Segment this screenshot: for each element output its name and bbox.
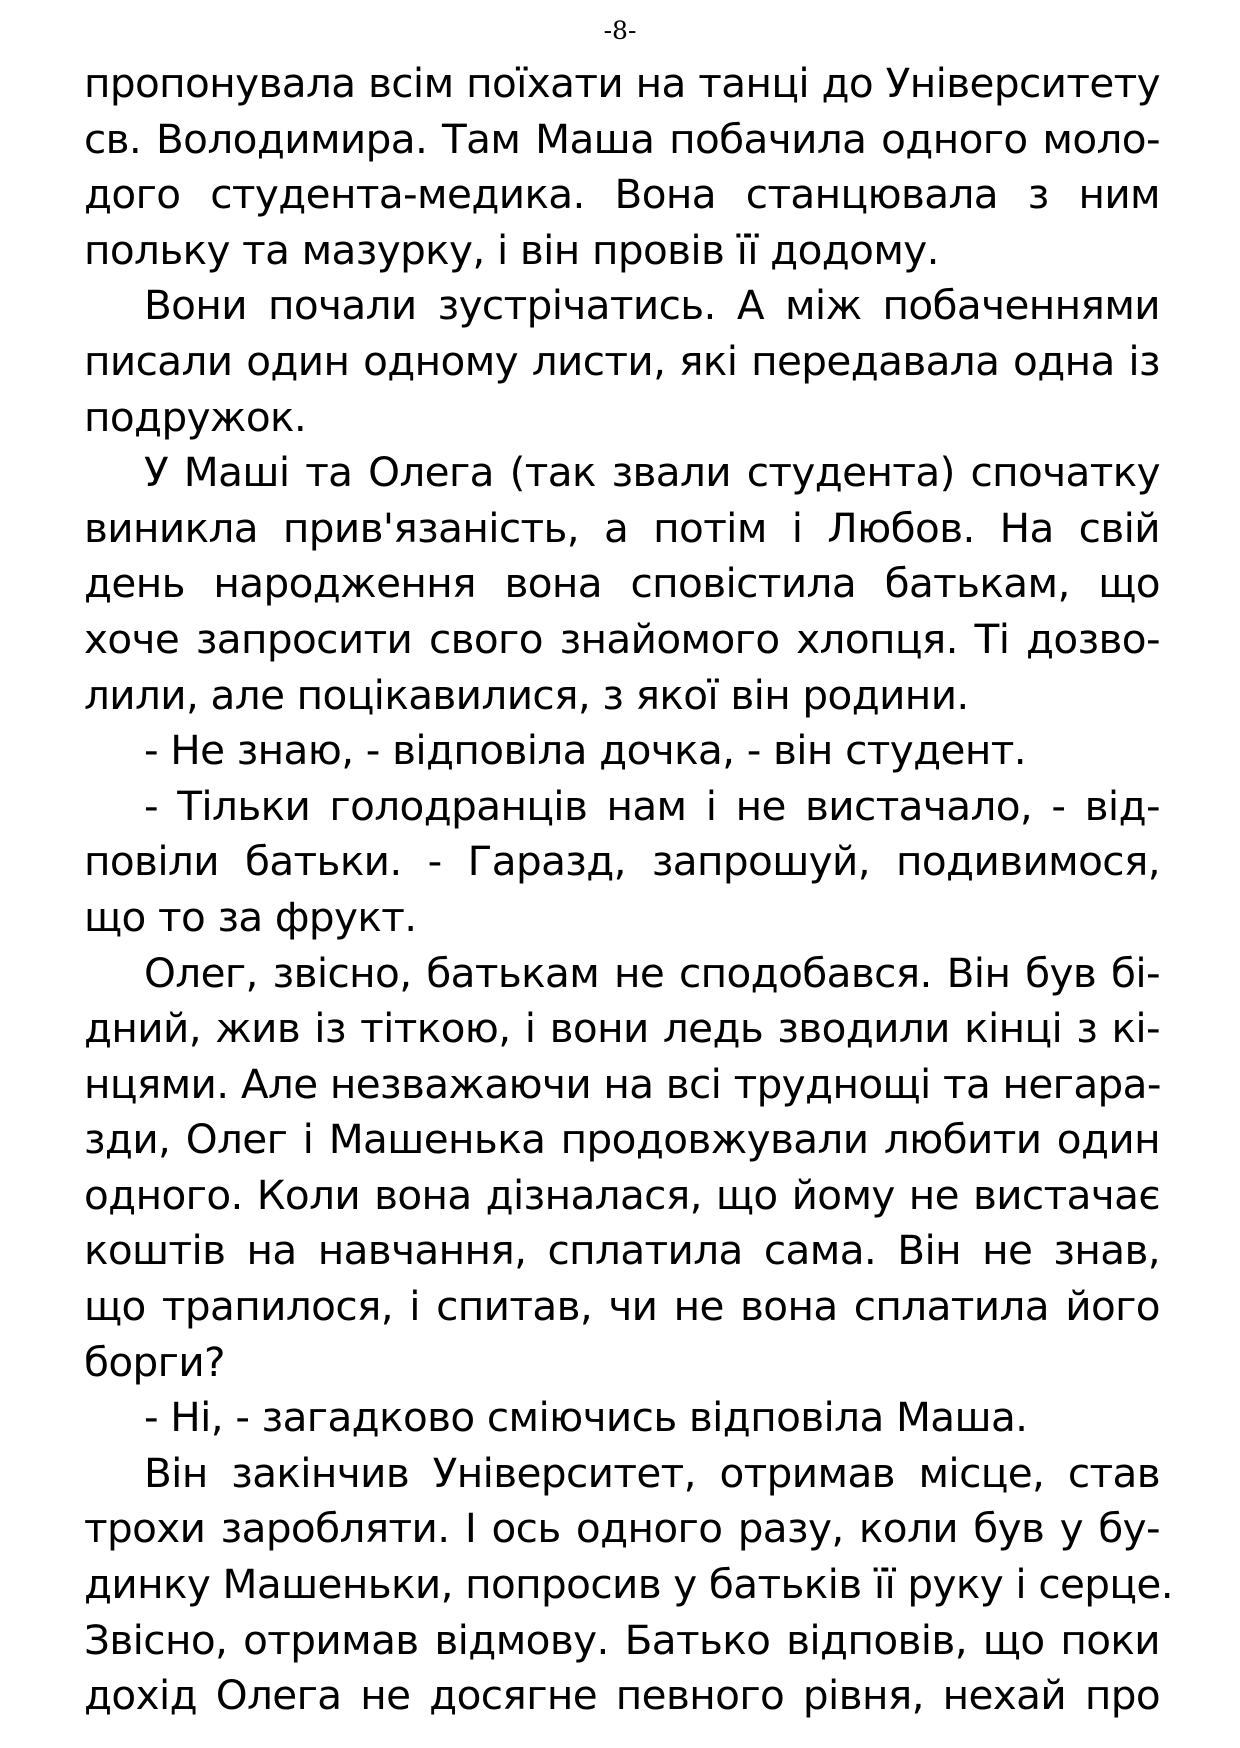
text-line: що то за фрукт. — [84, 892, 417, 941]
text-line: динку Машеньки, попросив у батьків її руку і серце. — [84, 1560, 1173, 1609]
text-line: борги? — [84, 1337, 225, 1386]
text-line: день народження вона сповістила батькам, що — [84, 559, 1160, 608]
text-line: одного. Коли вона дізналася, що йому не вистачає — [84, 1170, 1160, 1219]
text-line: дний, жив із тіткою, і вони ледь зводили кінці з кі- — [84, 1004, 1160, 1053]
text-line: зди, Олег і Машенька продовжували любити один — [84, 1115, 1160, 1164]
text-line: пропонувала всім поїхати на танці до Університету — [84, 59, 1160, 107]
text-line: повіли батьки. - Гаразд, запрошуй, подивимося, — [84, 837, 1160, 886]
text-line: виникла прив'язаність, а потім і Любов. На свій — [84, 503, 1160, 552]
text-line: Він закінчив Університет, отримав місце, став — [144, 1448, 1160, 1497]
text-body — [84, 56, 1173, 1724]
text-line: що трапилося, і спитав, чи не вона сплатила його — [84, 1282, 1160, 1331]
text-line: Вони почали зустрічатись. А між побаченнями — [144, 281, 1160, 330]
text-line: трохи заробляти. І ось одного разу, коли був у бу- — [84, 1504, 1160, 1553]
text-line: - Не знаю, - відповіла дочка, - він студент. — [144, 726, 1026, 775]
text-line: писали один одному листи, які передавала одна із — [84, 336, 1160, 385]
text-line: подружок. — [84, 392, 307, 441]
text-line: дохід Олега не досягне певного рівня, нехай про — [84, 1671, 1160, 1720]
text-line: коштів на навчання, сплатила сама. Він не знав, — [84, 1226, 1160, 1275]
text-line: св. Володимира. Там Маша побачила одного моло- — [84, 114, 1160, 163]
text-line: нцями. Але незважаючи на всі труднощі та негара- — [84, 1059, 1161, 1108]
text-line: дого студента-медика. Вона станцювала з ним — [84, 170, 1160, 219]
text-line: хоче запросити свого знайомого хлопця. Ті дозво- — [84, 614, 1160, 663]
text-line: Олег, звісно, батькам не сподобався. Він був бі- — [144, 948, 1160, 997]
text-line: У Маші та Олега (так звали студента) спочатку — [144, 448, 1160, 497]
text-line: лили, але поцікавилися, з якої він родини. — [84, 670, 969, 719]
text-line: - Тільки голодранців нам і не вистачало, - від- — [144, 781, 1160, 830]
text-line: польку та мазурку, і він провів її додому. — [84, 225, 939, 274]
page-number: -8- — [603, 16, 637, 45]
text-line: - Ні, - загадково сміючись відповіла Маша. — [144, 1393, 1028, 1442]
text-line: Звісно, отримав відмову. Батько відповів, що поки — [84, 1615, 1160, 1664]
